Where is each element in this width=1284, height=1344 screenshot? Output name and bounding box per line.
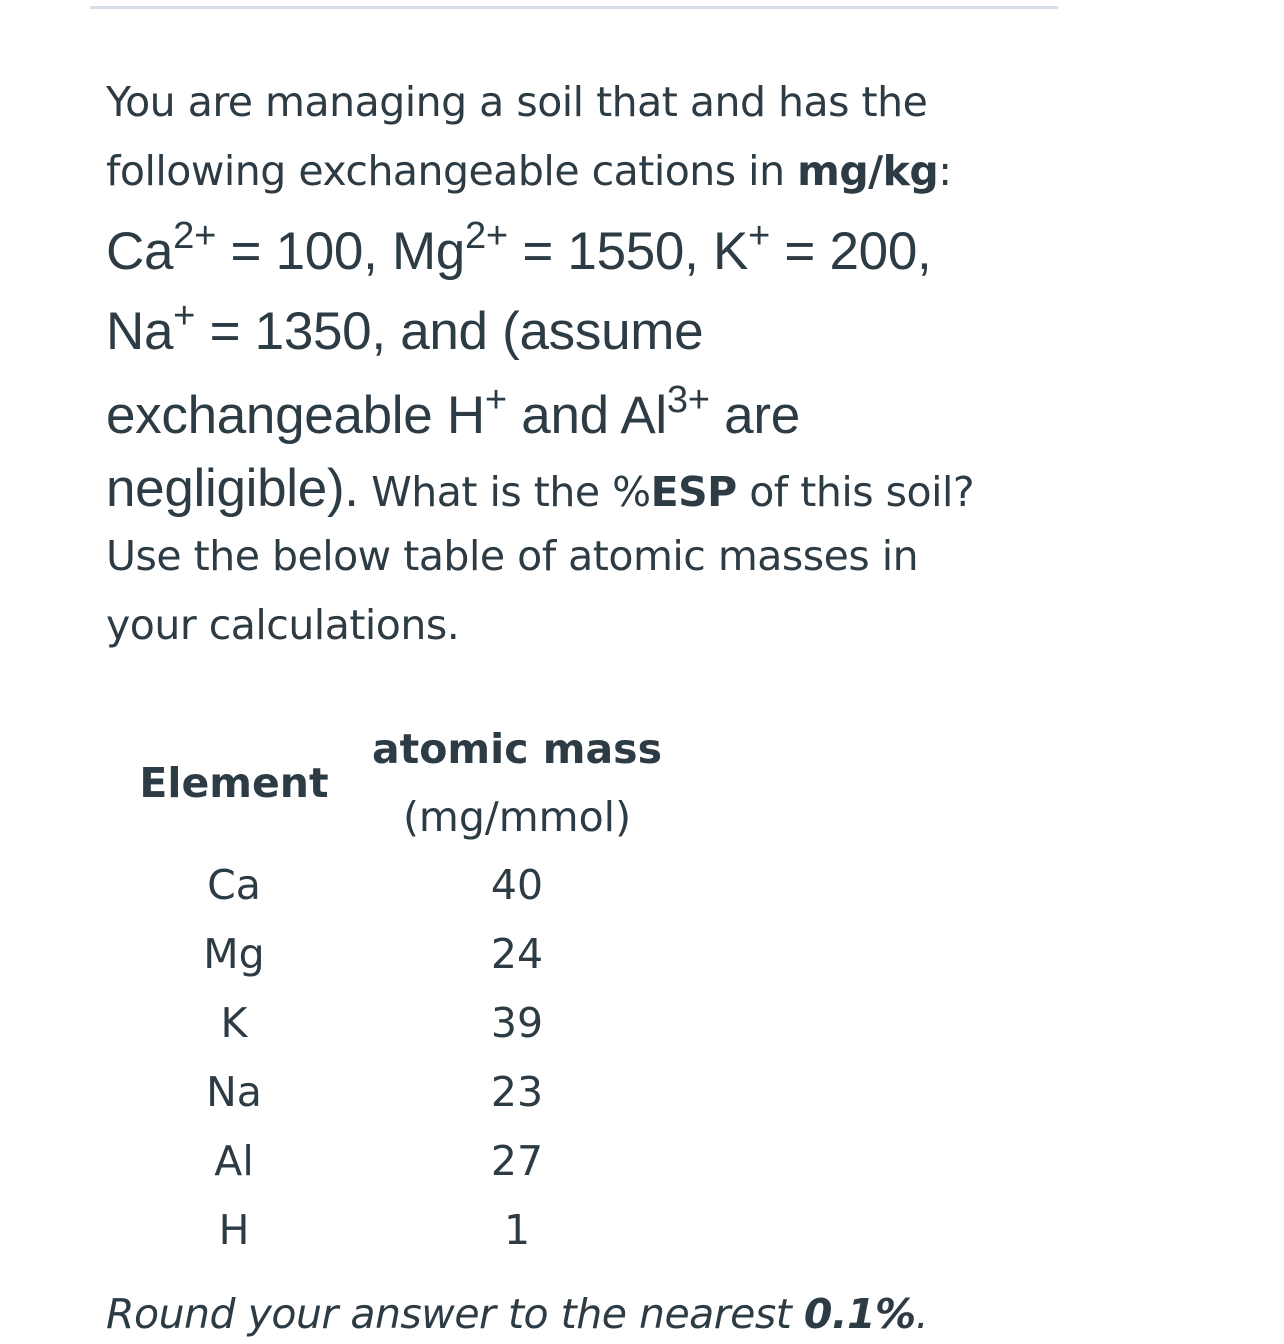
table-row (106, 1127, 672, 1196)
al-charge: 3+ (666, 378, 710, 422)
question-line-2 (106, 137, 1056, 206)
atomic-mass-table (106, 715, 672, 1265)
element-cell: Ca (207, 861, 261, 909)
mg-value: = 1550, (507, 222, 713, 281)
question-text-segment: of this soil? (736, 468, 975, 516)
na-symbol: Na (106, 302, 174, 361)
k-charge: + (748, 214, 770, 258)
mass-cell: 23 (490, 1068, 544, 1116)
esp-term: ESP (650, 468, 737, 516)
mass-cell: 40 (490, 861, 544, 909)
footer-precision: 0.1% (803, 1290, 916, 1338)
header-mass-label: atomic mass (372, 725, 662, 773)
header-mass-unit: (mg/mmol) (402, 793, 632, 841)
element-cell: Na (206, 1068, 262, 1116)
question-text-segment: negligible). (106, 459, 359, 518)
mass-cell: 24 (490, 930, 544, 978)
k-symbol: K (712, 222, 749, 281)
question-text-segment: following exchangeable cations in (106, 147, 798, 195)
mass-cell: 39 (490, 999, 544, 1047)
mg-charge: 2+ (464, 214, 508, 258)
header-atomic-mass (362, 715, 672, 851)
table-header-row (106, 715, 672, 851)
element-cell: Mg (203, 930, 265, 978)
mg-symbol: Mg (391, 222, 465, 281)
ca-charge: 2+ (173, 214, 217, 258)
top-divider (90, 6, 1058, 9)
footer-text: Round your answer to the nearest (106, 1290, 804, 1338)
question-line-8: your calculations. (106, 601, 460, 649)
cation-line-2 (106, 290, 1056, 374)
question-text-segment: are (709, 386, 800, 445)
question-text-segment: : (938, 147, 952, 195)
table-row (106, 989, 672, 1058)
question-text (106, 68, 1056, 660)
element-cell: Al (214, 1137, 254, 1185)
table-row (106, 851, 672, 920)
footer-end: . (915, 1290, 929, 1338)
table-row (106, 1058, 672, 1127)
question-line-6 (106, 458, 1056, 522)
table-row (106, 1196, 672, 1265)
cation-line-3 (106, 374, 1056, 458)
question-text-segment: and Al (506, 386, 667, 445)
element-cell: H (218, 1206, 250, 1254)
question-text-segment: What is the % (358, 468, 651, 516)
k-value: = 200, (770, 222, 932, 281)
ca-value: = 100, (216, 222, 392, 281)
mass-cell: 27 (490, 1137, 544, 1185)
table-row (106, 920, 672, 989)
mass-cell: 1 (503, 1206, 531, 1254)
h-charge: + (484, 378, 507, 422)
question-line-1: You are managing a soil that and has the (106, 78, 928, 126)
header-element: Element (139, 759, 329, 807)
question-text-segment: exchangeable H (106, 386, 485, 445)
question-line-7: Use the below table of atomic masses in (106, 532, 919, 580)
rounding-instruction (106, 1290, 928, 1338)
na-charge: + (173, 294, 196, 338)
element-cell: K (220, 999, 248, 1047)
cation-line-1 (106, 206, 1056, 290)
ca-symbol: Ca (106, 222, 174, 281)
na-value: = 1350, and (assume (195, 302, 704, 361)
unit-mg-per-kg: mg/kg (797, 147, 939, 195)
